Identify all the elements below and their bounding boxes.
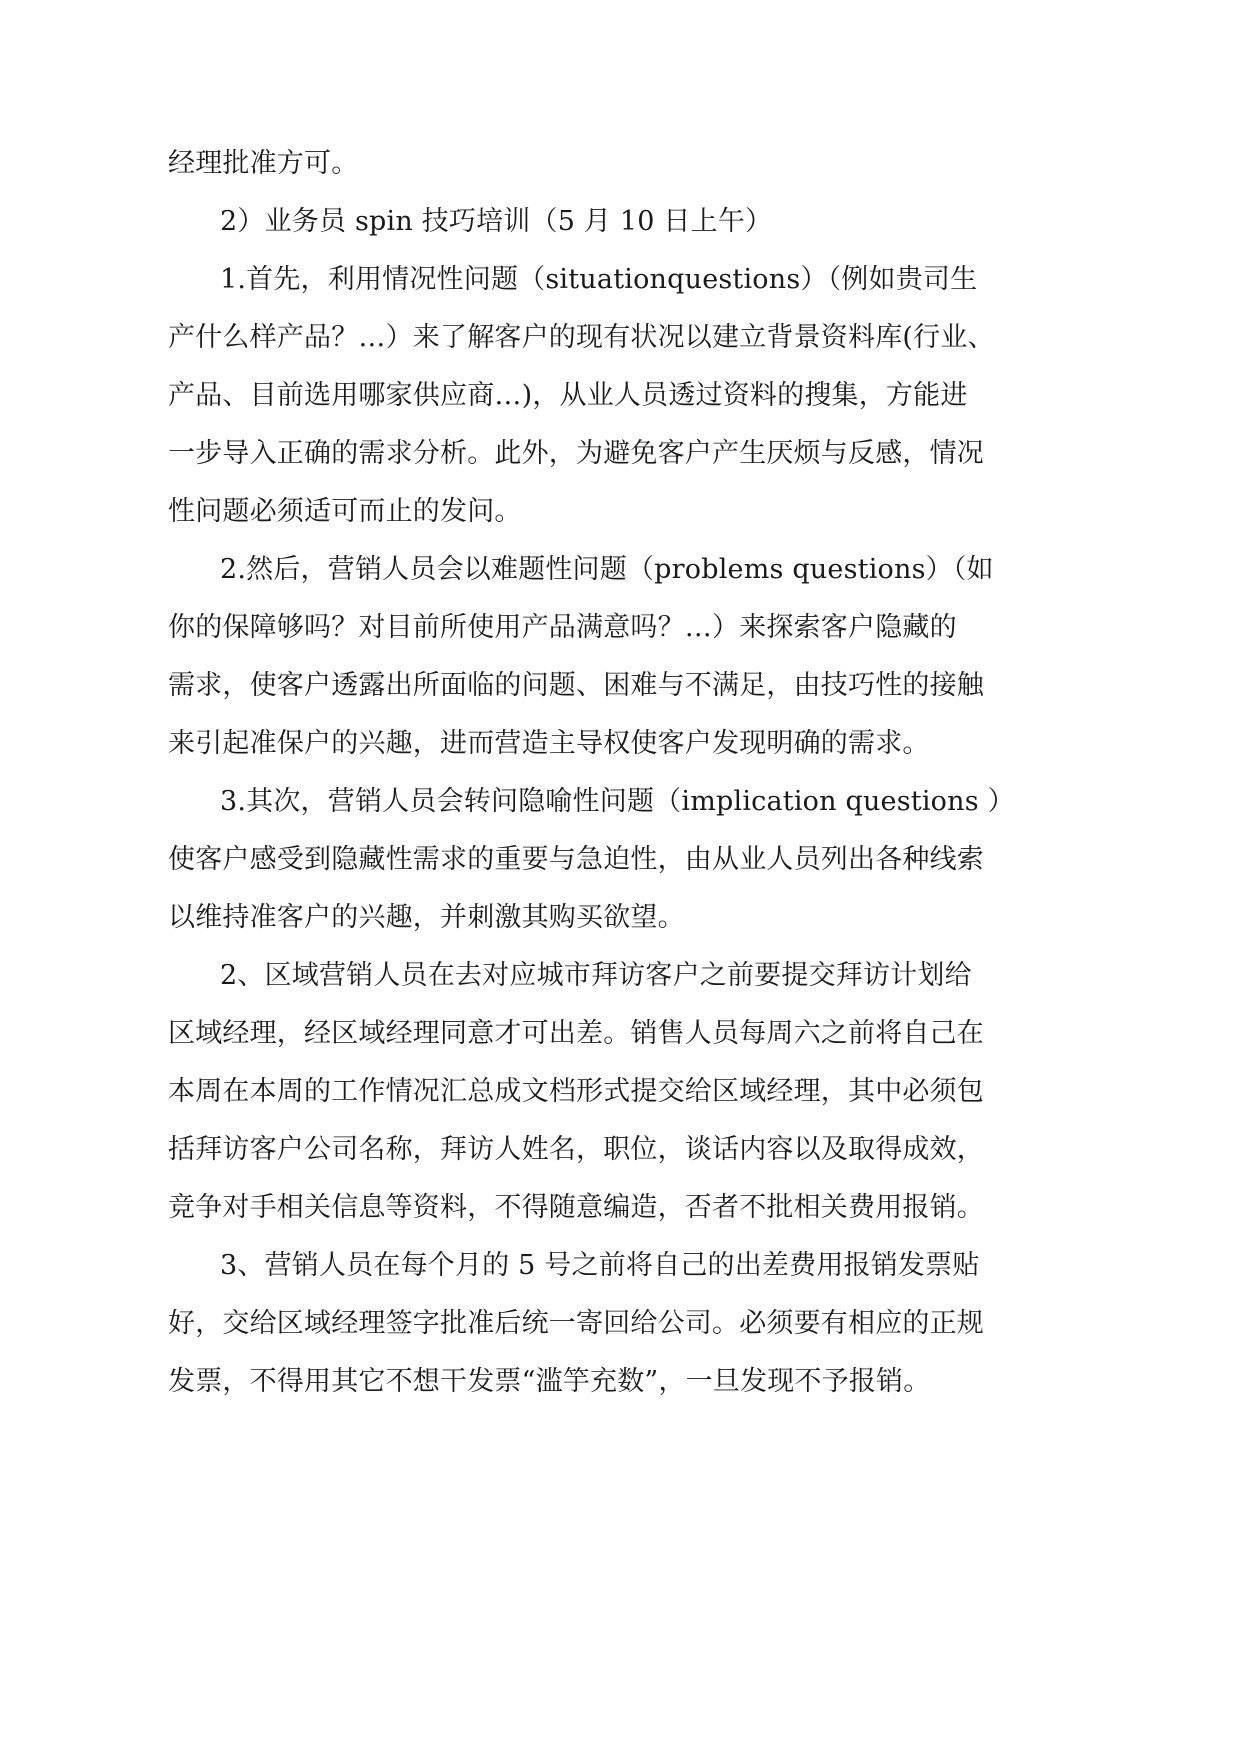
paragraph-visit-plan-line-4: 括拜访客户公司名称，拜访人姓名，职位，谈话内容以及取得成效， [168, 1134, 984, 1165]
paragraph-situation-line-4: 一步导入正确的需求分析。此外，为避免客户产生厌烦与反感，情况 [168, 438, 984, 469]
paragraph-expenses-line-1: 3、营销人员在每个月的 5 号之前将自己的出差费用报销发票贴 [220, 1250, 980, 1281]
paragraph-visit-plan-line-1: 2、区域营销人员在去对应城市拜访客户之前要提交拜访计划给 [220, 960, 972, 991]
paragraph-visit-plan-line-3: 本周在本周的工作情况汇总成文档形式提交给区域经理，其中必须包 [168, 1076, 984, 1107]
paragraph-situation-line-5: 性问题必须适可而止的发问。 [168, 496, 522, 527]
paragraph-implication-line-3: 以维持准客户的兴趣，并刺激其购买欲望。 [168, 902, 685, 933]
paragraph-problems-line-1: 2.然后，营销人员会以难题性问题（problems questions）（如 [220, 554, 994, 585]
paragraph-problems-line-3: 需求，使客户透露出所面临的问题、困难与不满足，由技巧性的接触 [168, 670, 984, 701]
paragraph-situation-line-1: 1.首先，利用情况性问题（situationquestions）（例如贵司生 [220, 264, 978, 295]
paragraph-expenses-line-3: 发票，不得用其它不想干发票“滥竽充数”，一旦发现不予报销。 [168, 1366, 931, 1397]
paragraph-situation-line-3: 产品、目前选用哪家供应商…)，从业人员透过资料的搜集，方能进 [168, 380, 968, 411]
paragraph-visit-plan-line-2: 区域经理，经区域经理同意才可出差。销售人员每周六之前将自己在 [168, 1018, 984, 1049]
section-heading-spin-training: 2）业务员 spin 技巧培训（5 月 10 日上午） [220, 206, 773, 237]
paragraph-problems-line-2: 你的保障够吗？对目前所使用产品满意吗？…）来探索客户隐藏的 [168, 612, 957, 643]
paragraph-situation-line-2: 产什么样产品？…）来了解客户的现有状况以建立背景资料库(行业、 [168, 322, 995, 353]
body-line-1: 经理批准方可。 [168, 148, 359, 179]
paragraph-visit-plan-line-5: 竞争对手相关信息等资料，不得随意编造，否者不批相关费用报销。 [168, 1192, 984, 1223]
paragraph-expenses-line-2: 好，交给区域经理签字批准后统一寄回给公司。必须要有相应的正规 [168, 1308, 984, 1339]
paragraph-problems-line-4: 来引起准保户的兴趣，进而营造主导权使客户发现明确的需求。 [168, 728, 930, 759]
paragraph-implication-line-1: 3.其次，营销人员会转问隐喻性问题（implication questions ） [220, 786, 1015, 817]
paragraph-implication-line-2: 使客户感受到隐藏性需求的重要与急迫性，由从业人员列出各种线索 [168, 844, 984, 875]
